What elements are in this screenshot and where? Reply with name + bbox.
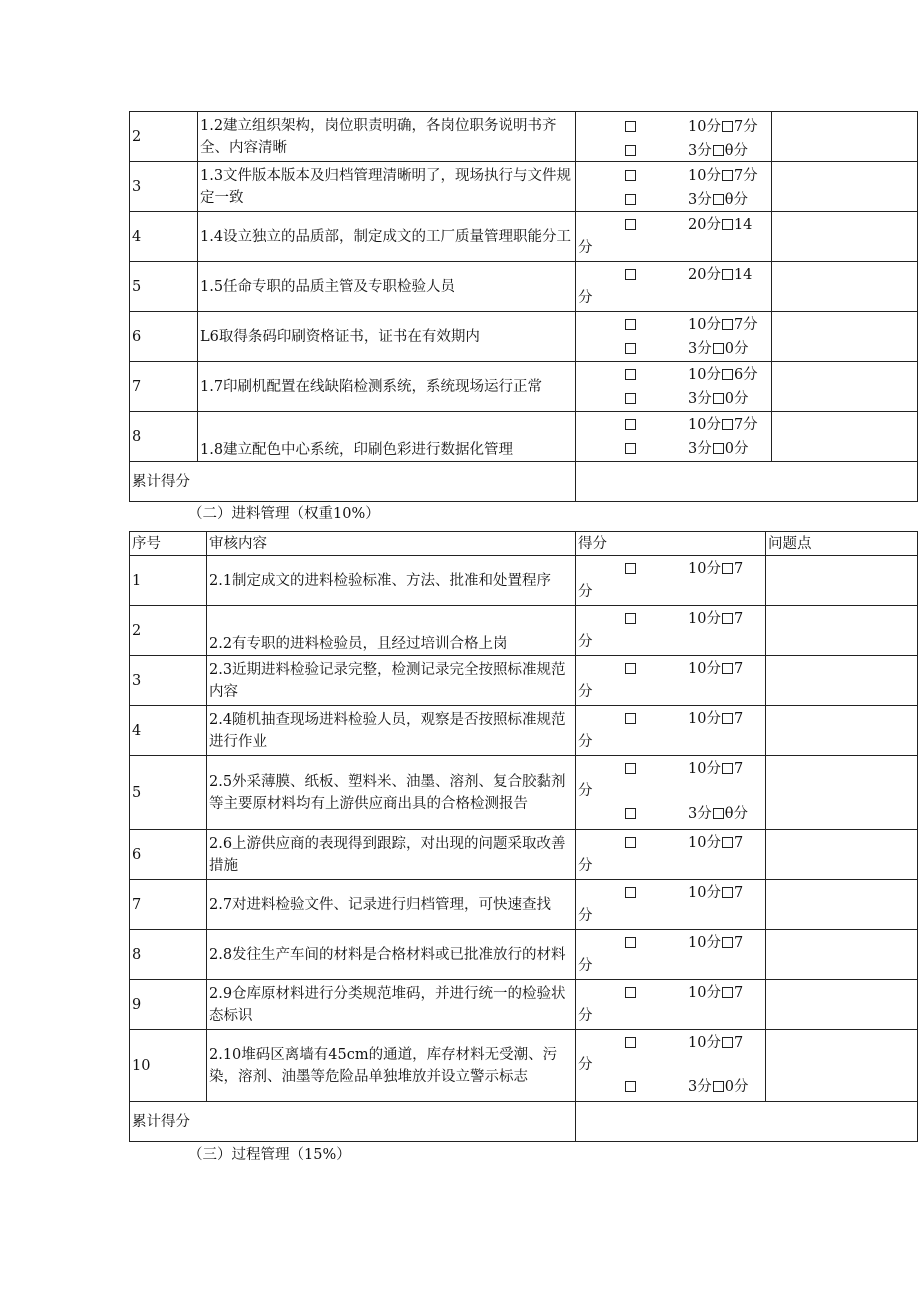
row-number: 4 (130, 212, 198, 262)
table-row (130, 262, 918, 312)
score-options: 10分 7 分 (576, 880, 766, 930)
header-no: 序号 (130, 532, 207, 556)
score-options: 10分 7 分 3分 θ分 (576, 756, 766, 830)
checkbox-icon[interactable] (722, 713, 733, 724)
audit-content: 1.8建立配色中心系统，印刷色彩进行数据化管理 (198, 412, 576, 462)
checkbox-icon[interactable] (625, 194, 636, 205)
row-number: 8 (130, 930, 207, 980)
header-content: 审核内容 (207, 532, 576, 556)
total-label: 累计得分 (130, 1102, 576, 1142)
checkbox-icon[interactable] (722, 170, 733, 181)
checkbox-icon[interactable] (625, 319, 636, 330)
score-options: 20分 14 分 (576, 212, 772, 262)
checkbox-icon[interactable] (713, 808, 724, 819)
checkbox-icon[interactable] (625, 713, 636, 724)
checkbox-icon[interactable] (625, 887, 636, 898)
score-options: 10分 7分 3分 θ分 (576, 162, 772, 212)
checkbox-icon[interactable] (722, 663, 733, 674)
section1-table (129, 111, 918, 502)
table-row (130, 830, 918, 880)
checkbox-icon[interactable] (722, 269, 733, 280)
checkbox-icon[interactable] (625, 563, 636, 574)
checkbox-icon[interactable] (722, 563, 733, 574)
issue-cell (772, 112, 918, 162)
score-options: 20分 14 分 (576, 262, 772, 312)
checkbox-icon[interactable] (625, 419, 636, 430)
row-number: 5 (130, 756, 207, 830)
score-options: 10分 7 分 (576, 830, 766, 880)
checkbox-icon[interactable] (625, 393, 636, 404)
row-number: 2 (130, 606, 207, 656)
table-row (130, 556, 918, 606)
row-number: 2 (130, 112, 198, 162)
checkbox-icon[interactable] (713, 343, 724, 354)
checkbox-icon[interactable] (722, 937, 733, 948)
issue-cell (772, 362, 918, 412)
issue-cell (772, 162, 918, 212)
row-number: 4 (130, 706, 207, 756)
header-score: 得分 (576, 532, 766, 556)
checkbox-icon[interactable] (713, 393, 724, 404)
section2-table (129, 531, 918, 1142)
row-number: 6 (130, 830, 207, 880)
score-options: 10分 7分 3分 θ分 (576, 112, 772, 162)
checkbox-icon[interactable] (722, 887, 733, 898)
table-row (130, 412, 918, 462)
checkbox-icon[interactable] (625, 121, 636, 132)
table-row (130, 930, 918, 980)
checkbox-icon[interactable] (625, 613, 636, 624)
checkbox-icon[interactable] (722, 121, 733, 132)
checkbox-icon[interactable] (625, 763, 636, 774)
table-row (130, 162, 918, 212)
issue-cell (766, 930, 918, 980)
checkbox-icon[interactable] (722, 763, 733, 774)
checkbox-icon[interactable] (722, 987, 733, 998)
row-number: 6 (130, 312, 198, 362)
audit-content: 2.10堆码区离墙有45cm的通道，库存材料无受潮、污染，溶剂、油墨等危险品单独堆放并设立警示标志 (207, 1030, 576, 1102)
table-row (130, 212, 918, 262)
checkbox-icon[interactable] (713, 145, 724, 156)
audit-content: 2.3近期进料检验记录完整，检测记录完全按照标准规范内容 (207, 656, 576, 706)
score-options: 10分 7 分 3分 0分 (576, 1030, 766, 1102)
row-number: 10 (130, 1030, 207, 1102)
checkbox-icon[interactable] (625, 987, 636, 998)
checkbox-icon[interactable] (722, 1037, 733, 1048)
audit-content: 1.3文件版本版本及归档管理清晰明了，现场执行与文件规定一致 (198, 162, 576, 212)
score-options: 10分 7 分 (576, 706, 766, 756)
score-options: 10分 7 分 (576, 556, 766, 606)
issue-cell (766, 606, 918, 656)
section2-title: （二）进料管理（权重10%） (188, 506, 380, 522)
checkbox-icon[interactable] (625, 145, 636, 156)
row-number: 5 (130, 262, 198, 312)
audit-content: 1.7印刷机配置在线缺陷检测系统，系统现场运行正常 (198, 362, 576, 412)
table-row (130, 312, 918, 362)
row-number: 9 (130, 980, 207, 1030)
audit-content: 2.8发往生产车间的材料是合格材料或已批准放行的材料 (207, 930, 576, 980)
table-row (130, 980, 918, 1030)
row-number: 8 (130, 412, 198, 462)
table-row (130, 756, 918, 830)
row-number: 7 (130, 880, 207, 930)
issue-cell (766, 980, 918, 1030)
checkbox-icon[interactable] (625, 1037, 636, 1048)
score-options: 10分 7 分 (576, 656, 766, 706)
checkbox-icon[interactable] (722, 219, 733, 230)
audit-content: 2.6上游供应商的表现得到跟踪，对出现的问题采取改善措施 (207, 830, 576, 880)
issue-cell (772, 412, 918, 462)
score-options: 10分 7 分 (576, 980, 766, 1030)
row-number: 3 (130, 656, 207, 706)
issue-cell (766, 830, 918, 880)
checkbox-icon[interactable] (713, 1081, 724, 1092)
table-row (130, 1030, 918, 1102)
row-number: 7 (130, 362, 198, 412)
issue-cell (766, 1030, 918, 1102)
audit-content: 2.4随机抽查现场进料检验人员，观察是否按照标准规范进行作业 (207, 706, 576, 756)
header-issue: 问题点 (766, 532, 918, 556)
issue-cell (766, 756, 918, 830)
checkbox-icon[interactable] (722, 419, 733, 430)
table-row (130, 112, 918, 162)
checkbox-icon[interactable] (625, 170, 636, 181)
checkbox-icon[interactable] (713, 443, 724, 454)
checkbox-icon[interactable] (722, 613, 733, 624)
checkbox-icon[interactable] (625, 219, 636, 230)
checkbox-icon[interactable] (625, 343, 636, 354)
score-options: 10分 7分 3分 0分 (576, 412, 772, 462)
audit-content: 1.2建立组织架构，岗位职责明确，各岗位职务说明书齐全、内容清晰 (198, 112, 576, 162)
score-options: 10分 7分 3分 0分 (576, 312, 772, 362)
issue-cell (772, 312, 918, 362)
issue-cell (766, 880, 918, 930)
audit-content: 2.5外采薄膜、纸板、塑料米、油墨、溶剂、复合胶黏剂等主要原材料均有上游供应商出具的合格检测报告 (207, 756, 576, 830)
audit-content: 2.9仓库原材料进行分类规范堆码，并进行统一的检验状态标识 (207, 980, 576, 1030)
checkbox-icon[interactable] (722, 837, 733, 848)
checkbox-icon[interactable] (625, 937, 636, 948)
total-value[interactable] (576, 1102, 918, 1142)
checkbox-icon[interactable] (625, 369, 636, 380)
total-label: 累计得分 (130, 462, 576, 502)
issue-cell (766, 556, 918, 606)
audit-content: 2.1制定成文的进料检验标准、方法、批准和处置程序 (207, 556, 576, 606)
table-row (130, 362, 918, 412)
checkbox-icon[interactable] (722, 369, 733, 380)
total-row (130, 1102, 918, 1142)
total-row (130, 462, 918, 502)
audit-content: L6取得条码印刷资格证书，证书在有效期内 (198, 312, 576, 362)
score-options: 10分 6分 3分 0分 (576, 362, 772, 412)
table-row (130, 606, 918, 656)
table-row (130, 656, 918, 706)
table-row (130, 880, 918, 930)
row-number: 3 (130, 162, 198, 212)
checkbox-icon[interactable] (625, 837, 636, 848)
header-row (130, 532, 918, 556)
checkbox-icon[interactable] (625, 269, 636, 280)
issue-cell (766, 706, 918, 756)
row-number: 1 (130, 556, 207, 606)
section3-title: （三）过程管理（15%） (188, 1147, 351, 1163)
checkbox-icon[interactable] (713, 194, 724, 205)
total-value[interactable] (576, 462, 918, 502)
issue-cell (772, 212, 918, 262)
checkbox-icon[interactable] (722, 319, 733, 330)
issue-cell (772, 262, 918, 312)
checkbox-icon[interactable] (625, 808, 636, 819)
audit-content: 2.2有专职的进料检验员，且经过培训合格上岗 (207, 606, 576, 656)
score-options: 10分 7 分 (576, 606, 766, 656)
checkbox-icon[interactable] (625, 663, 636, 674)
issue-cell (766, 656, 918, 706)
checkbox-icon[interactable] (625, 1081, 636, 1092)
table-row (130, 706, 918, 756)
score-options: 10分 7 分 (576, 930, 766, 980)
audit-content: 1.5任命专职的品质主管及专职检验人员 (198, 262, 576, 312)
checkbox-icon[interactable] (625, 443, 636, 454)
audit-content: 2.7对进料检验文件、记录进行归档管理，可快速查找 (207, 880, 576, 930)
audit-content: 1.4设立独立的品质部，制定成文的工厂质量管理职能分工 (198, 212, 576, 262)
